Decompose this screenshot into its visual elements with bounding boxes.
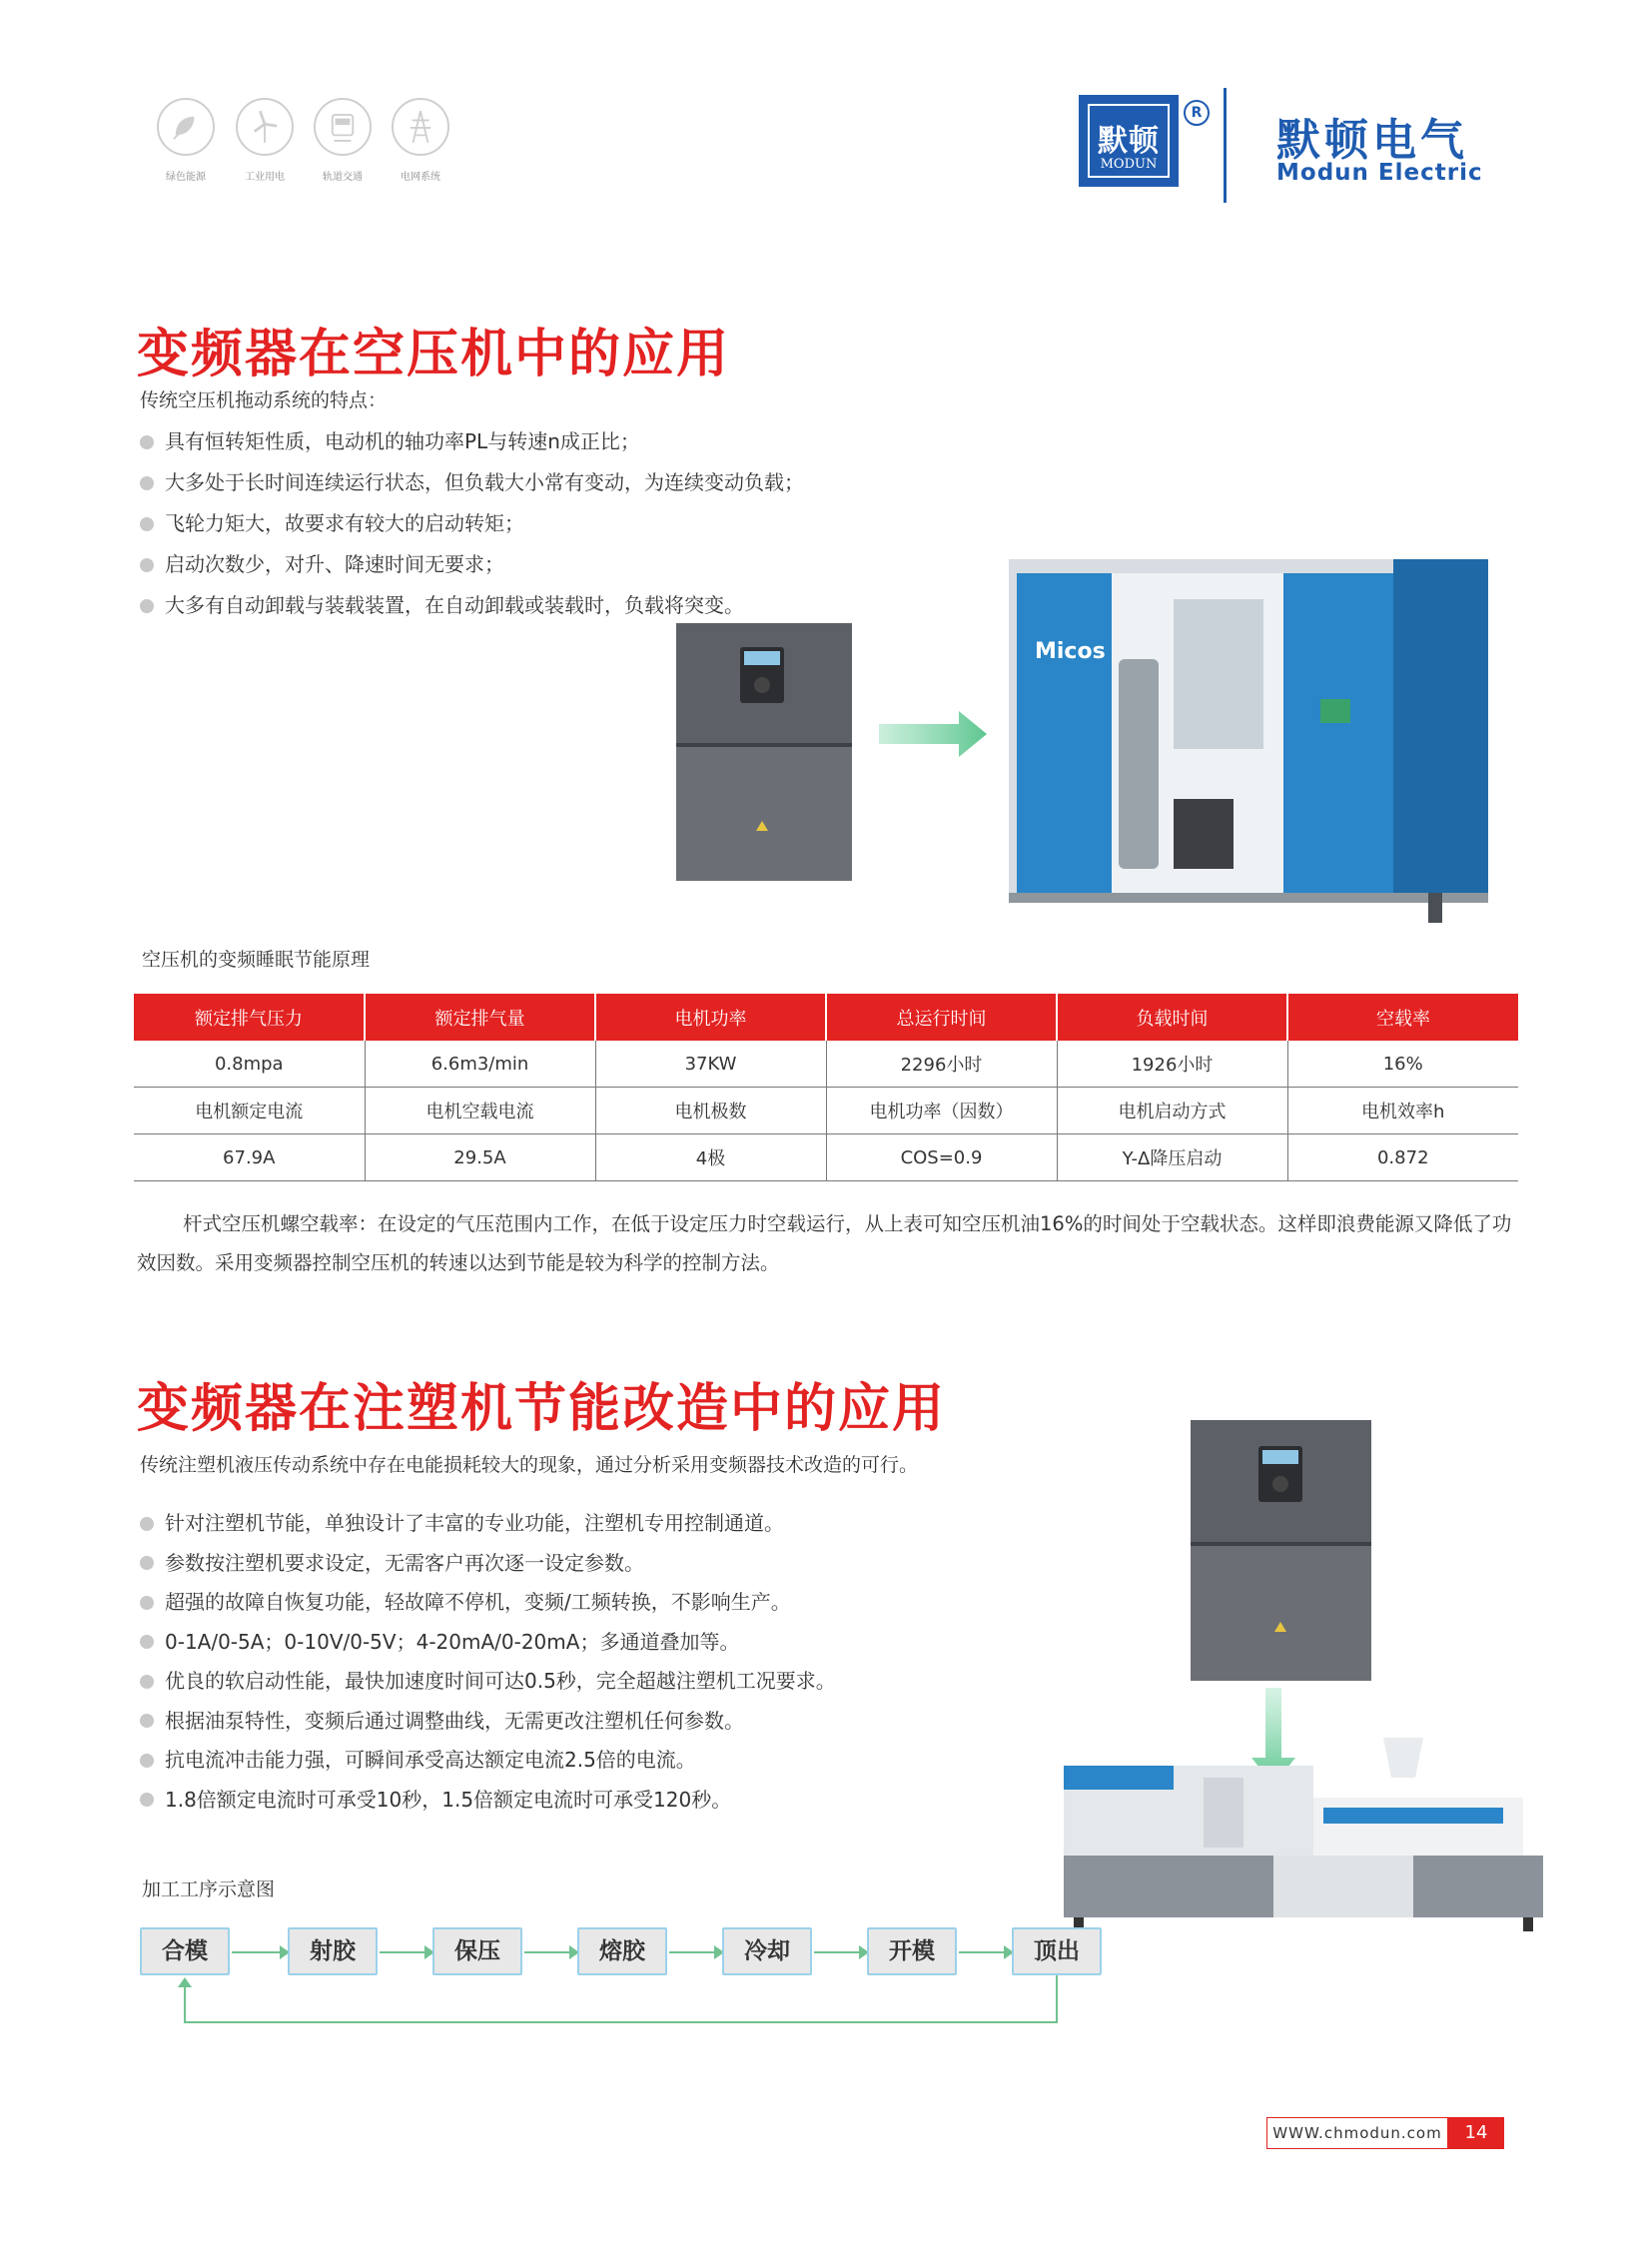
logo-text-en: MODUN (1100, 157, 1158, 172)
flow-arrow-icon (524, 1951, 577, 1953)
list-item: 0-1A/0-5A；0-10V/0-5V；4-20mA/0-20mA；多通道叠加等。 (137, 1623, 836, 1663)
logo-divider (1224, 88, 1227, 203)
wind-turbine-icon (236, 98, 294, 156)
list-item: 参数按注塑机要求设定，无需客户再次逐一设定参数。 (137, 1544, 836, 1584)
table-cell: 4极 (595, 1134, 826, 1181)
table-cell: 37KW (595, 1041, 826, 1088)
table-header-row (134, 994, 1518, 1041)
flow-step: 冷却 (722, 1927, 812, 1975)
section-intro: 传统空压机拖动系统的特点： (140, 389, 388, 411)
list-item: 超强的故障自恢复功能，轻故障不停机，变频/工频转换，不影响生产。 (137, 1583, 836, 1623)
list-item: 大多处于长时间连续运行状态，但负载大小常有变动，为连续变动负载； (137, 462, 804, 503)
flow-arrow-icon (959, 1951, 1012, 1953)
category-label: 电网系统 (401, 172, 440, 183)
train-icon (314, 98, 372, 156)
flow-step: 射胶 (288, 1927, 378, 1975)
inverter-image (674, 621, 854, 883)
brand-logo (1079, 95, 1179, 187)
table-header-cell: 总运行时间 (826, 994, 1057, 1041)
table-cell: 电机额定电流 (134, 1088, 365, 1134)
table-header-cell: 额定排气压力 (134, 994, 365, 1041)
paragraph-text: 杆式空压机螺空载率：在设定的气压范围内工作，在低于设定压力时空载运行，从上表可知空压机油16%的时间处于空载状态。这样即浪费能源又降低了功效因数。采用变频器控制空压机的转速以达到节能是较为科学的控制方法。 (137, 1212, 1512, 1274)
table-cell: 电机极数 (595, 1088, 826, 1134)
list-item: 飞轮力矩大，故要求有较大的启动转矩； (137, 503, 804, 544)
category-label: 绿色能源 (166, 172, 206, 183)
loop-line (185, 2021, 1058, 2023)
table-cell: 67.9A (134, 1134, 365, 1181)
feature-list (137, 421, 804, 626)
power-tower-icon (392, 98, 449, 156)
arrow-right-icon (879, 709, 989, 759)
flow-step: 保压 (432, 1927, 522, 1975)
compressor-brand-label: Micos (1035, 639, 1106, 664)
table-cell: 电机效率h (1287, 1088, 1518, 1134)
table-cell: 0.872 (1287, 1134, 1518, 1181)
flow-step: 开模 (867, 1927, 957, 1975)
page-number: 14 (1448, 2117, 1504, 2149)
flow-arrow-icon (669, 1951, 722, 1953)
flow-arrow-icon (380, 1951, 432, 1953)
list-item: 1.8倍额定电流时可承受10秒，1.5倍额定电流时可承受120秒。 (137, 1781, 836, 1821)
compressor-spec-table (134, 994, 1518, 1181)
table-row (134, 1134, 1518, 1181)
table-row (134, 1041, 1518, 1088)
table-header-cell: 空载率 (1287, 994, 1518, 1041)
brand-name-cn: 默顿电气 (1276, 115, 1468, 166)
section-intro: 传统注塑机液压传动系统中存在电能损耗较大的现象，通过分析采用变频器技术改造的可行。 (140, 1454, 919, 1476)
loop-line (1056, 1975, 1058, 2023)
flow-arrow-icon (232, 1951, 288, 1953)
flow-arrow-icon (814, 1951, 867, 1953)
category-label: 轨道交通 (323, 172, 363, 183)
inverter-image (1189, 1418, 1373, 1683)
list-item: 针对注塑机节能，单独设计了丰富的专业功能，注塑机专用控制通道。 (137, 1504, 836, 1544)
table-cell: 1926小时 (1057, 1041, 1287, 1088)
table-header-cell: 额定排气量 (365, 994, 595, 1041)
flow-step: 顶出 (1012, 1927, 1102, 1975)
leaf-icon (157, 98, 215, 156)
website-url[interactable]: WWW.chmodun.com (1266, 2117, 1448, 2149)
list-item: 具有恒转矩性质，电动机的轴功率PL与转速n成正比； (137, 421, 804, 462)
list-item: 根据油泵特性，变频后通过调整曲线，无需更改注塑机任何参数。 (137, 1702, 836, 1742)
table-cell: 2296小时 (826, 1041, 1057, 1088)
registered-mark: R (1184, 100, 1210, 126)
feature-list (137, 1504, 836, 1820)
flow-step: 熔胶 (577, 1927, 667, 1975)
arrow-up-icon (178, 1977, 192, 1987)
table-cell: COS=0.9 (826, 1134, 1057, 1181)
flow-step: 合模 (140, 1927, 230, 1975)
flow-caption: 加工工序示意图 (142, 1878, 276, 1900)
section-title: 变频器在空压机中的应用 (137, 325, 731, 384)
table-cell: 16% (1287, 1041, 1518, 1088)
table-header-cell: 电机功率 (595, 994, 826, 1041)
brand-name-en: Modun Electric (1276, 160, 1483, 186)
table-cell: 29.5A (365, 1134, 595, 1181)
list-item: 优良的软启动性能，最快加速度时间可达0.5秒，完全超越注塑机工况要求。 (137, 1662, 836, 1702)
air-compressor-image (1009, 559, 1508, 929)
table-row (134, 1088, 1518, 1134)
loop-line (184, 1985, 186, 2023)
table-header-cell: 负载时间 (1057, 994, 1287, 1041)
table-cell: 0.8mpa (134, 1041, 365, 1088)
section-title: 变频器在注塑机节能改造中的应用 (137, 1379, 947, 1439)
list-item: 启动次数少，对升、降速时间无要求； (137, 544, 804, 585)
body-paragraph (137, 1204, 1515, 1282)
list-item: 抗电流冲击能力强，可瞬间承受高达额定电流2.5倍的电流。 (137, 1741, 836, 1781)
table-cell: 电机启动方式 (1057, 1088, 1287, 1134)
logo-text-cn: 默顿 (1098, 124, 1160, 159)
category-label: 工业用电 (245, 172, 285, 183)
table-caption: 空压机的变频睡眠节能原理 (142, 949, 371, 971)
table-cell: 电机功率（因数） (826, 1088, 1057, 1134)
table-cell: Y-Δ降压启动 (1057, 1134, 1287, 1181)
list-item: 大多有自动卸载与装载装置，在自动卸载或装载时，负载将突变。 (137, 585, 804, 626)
injection-molding-machine-image (1064, 1738, 1553, 1937)
table-cell: 6.6m3/min (365, 1041, 595, 1088)
table-cell: 电机空载电流 (365, 1088, 595, 1134)
